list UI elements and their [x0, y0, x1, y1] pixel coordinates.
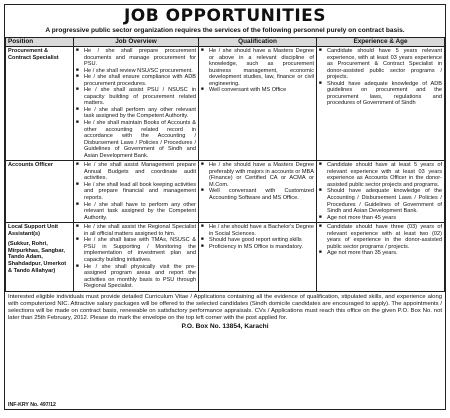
header-job-overview: Job Overview	[74, 38, 199, 47]
experience-item: ■ Candidate should have at least 5 years of relevant experience with at least 03 years experience as Accounts Officer in the donor-assisted public sector projects and programs.	[319, 162, 442, 188]
position-cell	[6, 223, 74, 291]
qualification-list	[201, 162, 314, 201]
experience-item: ■ Should have adequate knowledge of ADB guidelines on procurement and the procurement laws, regulations and procedures of Government of Sindh	[319, 81, 442, 107]
po-box: P.O. Box No. 13854, Karachi	[181, 322, 269, 330]
overview-item: ■ He / she shall perform any other relevant task assigned by the Competent Authority.	[76, 107, 196, 120]
job-advertisement	[4, 4, 446, 410]
overview-item: ■ He / she shall assist the Regional Specialist in all official matters assigned to him.	[76, 224, 196, 237]
experience-list	[319, 162, 442, 221]
qualification-cell	[199, 47, 317, 161]
overview-list	[76, 224, 196, 289]
qualification-item: ■ Well conversant with Customized Accounting Software and MS Office.	[201, 188, 314, 201]
overview-item: ■ He / she shall have to perform any other relevant task assigned by the Competent Authority.	[76, 202, 196, 222]
overview-list	[76, 48, 196, 159]
jobs-table	[5, 37, 445, 292]
job-row	[6, 47, 445, 161]
header-qualification: Qualification	[199, 38, 317, 47]
overview-item: ■ He / she shall assist Management prepare Annual Budgets and coordinate audit activities.	[76, 162, 196, 182]
table-header-row	[6, 38, 445, 47]
qualification-list	[201, 224, 314, 250]
overview-item: ■ He / she shall maintain Books of Accounts & other accounting related record in accordance with the Accounting / Disbursement Laws / Policies / Procedures / Guidelines of Government of Sindh and Asian Development Bank.	[76, 120, 196, 159]
reference-number: INF-KRY No. 497/12	[8, 402, 56, 408]
overview-item: ■ He / she shall prepare procurement documents and manage procurement for PSU.	[76, 48, 196, 68]
job-row	[6, 161, 445, 223]
qualification-item: ■ He / she should have a Bachelor's Degree in Social Sciences.	[201, 224, 314, 237]
overview-item: ■ He / she shall review NSU/SC procurement.	[76, 68, 196, 75]
qualification-item: ■ Proficiency in MS Office is mandatory.	[201, 244, 314, 251]
experience-cell	[317, 223, 445, 291]
qualification-item: ■ He / she should have a Masters Degree or above in a relevant discipline of knowledge, such as procurement business management, economic development studies, law, finance or civil engineering.	[201, 48, 314, 87]
intro-text: A progressive public sector organization requires the services of the following personnel purely on contract basis.	[45, 27, 405, 34]
overview-item: ■ He / she shall physically visit the pre-assigned program areas and report the activities on monthly basis to PSU through Regional Specialist.	[76, 264, 196, 290]
job-row	[6, 223, 445, 291]
experience-cell	[317, 47, 445, 161]
position-locations: (Sukkur, Rohri, Mirpurkhas, Sangbar, Tando Adam, Shahdadpur, Umerkot & Tando Allahyar)	[8, 241, 67, 274]
overview-cell	[74, 223, 199, 291]
header-position: Position	[6, 38, 74, 47]
qualification-item: ■ Should have good report writing skills	[201, 237, 314, 244]
position-title: Local Support Unit Assistant(s)	[8, 224, 59, 237]
qualification-item: ■ He / she should have a Masters Degree preferably with majors in accounts or MBA (Finance) or Certified CA or ACMA or M.Com.	[201, 162, 314, 188]
experience-item: ■ Should have adequate knowledge of the Accounting / Disbursement Laws / Policies / Procedures / Guidelines of Government of Sindh and Asian Development Bank.	[319, 188, 442, 214]
qualification-cell	[199, 161, 317, 223]
overview-list	[76, 162, 196, 221]
experience-item: ■ Candidate should have 5 years relevant experience, with at least 03 years experience as Procurement & Contract Specialist in donor-assisted public sector programs / projects.	[319, 48, 442, 81]
experience-cell	[317, 161, 445, 223]
overview-cell	[74, 47, 199, 161]
overview-item: ■ He / she shall lead all book keeping activities and prepare financial and management reports.	[76, 182, 196, 202]
position-cell	[6, 47, 74, 161]
experience-list	[319, 48, 442, 107]
overview-item: ■ He / she shall ensure compliance with ADB procurement procedures.	[76, 74, 196, 87]
overview-item: ■ He / she shall liaise with TMAs, NSUSC & PSU in Supporting / Monitoring the implementation of investment plan and capacity building initiatives.	[76, 237, 196, 263]
position-title: Accounts Officer	[8, 162, 54, 169]
experience-list	[319, 224, 442, 257]
overview-cell	[74, 161, 199, 223]
qualification-cell	[199, 223, 317, 291]
experience-item: ■ Candidate should have three (03) years of relevant experience with at least two (02) years of experience in the donor-assisted public sector programs / projects.	[319, 224, 442, 250]
application-instructions: Interested eligible individuals must provide detailed Curriculum Vitae / Applications containing all the evidence of qualification, stipulated skills, and experience along with computerized NIC. Attractive salary packages will be offered to the selected candidates (Sindh domicile candidates are encouraged to apply). The appointments / selections will be made on contract basis, renewable on satisfactory performance appraisals. CVs / Applications must reach this office on the given P.O. Box No. not later than 25th February, 2012. Please do mark the envelope on the top left corner with the post applied for.	[8, 293, 442, 321]
experience-item: ■ Age not more than 45 years	[319, 215, 442, 222]
ad-title: JOB OPPORTUNITIES	[123, 6, 327, 26]
overview-item: ■ He / she shall assist PSU / NSUSC in capacity building of procurement related matters.	[76, 87, 196, 107]
experience-item: ■ Age not more than 35 years.	[319, 250, 442, 257]
position-cell	[6, 161, 74, 223]
header-experience-age: Experience & Age	[317, 38, 445, 47]
qualification-list	[201, 48, 314, 94]
qualification-item: ■ Well conversant with MS Office	[201, 87, 314, 94]
position-title: Procurement & Contract Specialist	[8, 48, 59, 61]
